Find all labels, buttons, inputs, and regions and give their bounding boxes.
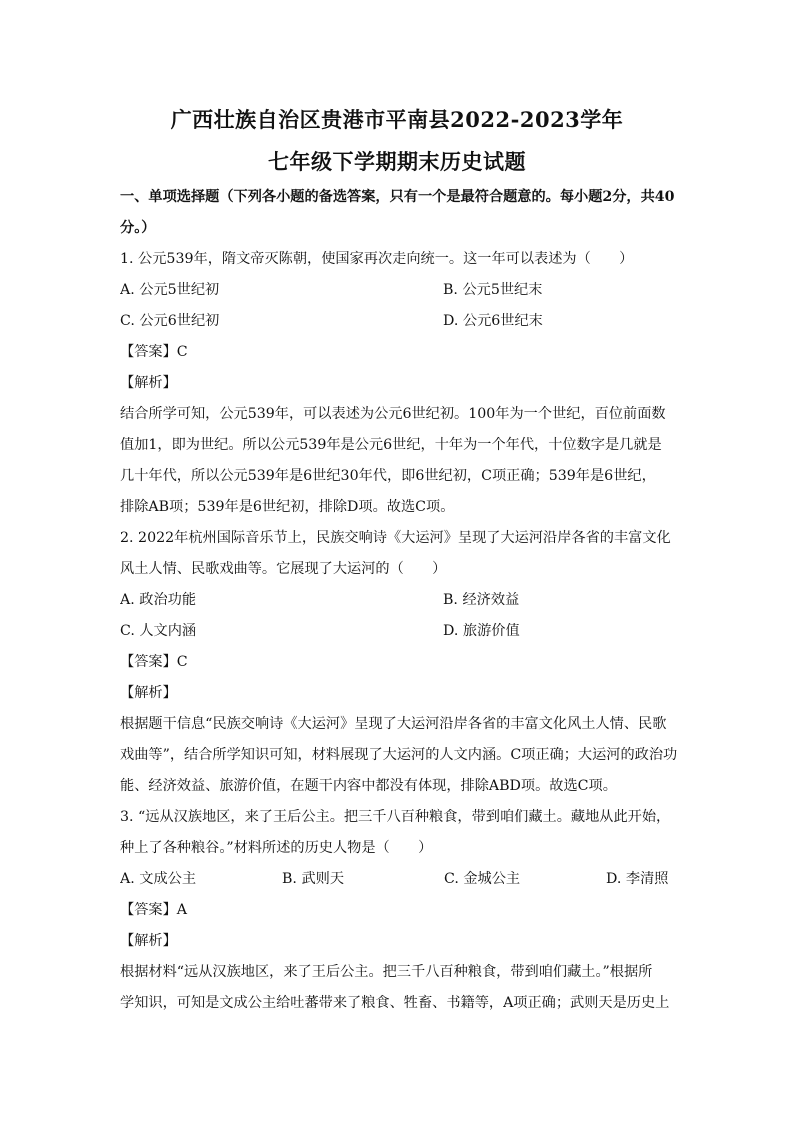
question-2-analysis-line: 根据题干信息“民族交响诗《大运河》呈现了大运河沿岸各省的丰富文化风土人情、民歌 <box>120 716 667 732</box>
option-b: B. 经济效益 <box>443 592 520 608</box>
question-1-analysis-line: 值加1，即为世纪。所以公元539年是公元6世纪，十年为一个年代，十位数字是几就是 <box>120 437 662 453</box>
option-b: B. 公元5世纪末 <box>443 282 543 298</box>
question-1-stem: 1. 公元539年，隋文帝灭陈朝，使国家再次走向统一。这一年可以表述为（ ） <box>120 251 634 267</box>
question-2-analysis-label: 【解析】 <box>120 685 177 701</box>
question-2-analysis-line: 戏曲等”，结合所学知识可知，材料展现了大运河的人文内涵。C项正确；大运河的政治功 <box>120 747 678 763</box>
option-c: C. 人文内涵 <box>120 623 197 639</box>
question-1-analysis-line: 排除AB项；539年是6世纪初，排除D项。故选C项。 <box>120 499 455 515</box>
question-3-analysis-line: 学知识，可知是文成公主给吐蕃带来了粮食、牲畜、书籍等，A项正确；武则天是历史上 <box>120 995 670 1011</box>
question-2-stem: 2. 2022年杭州国际音乐节上，民族交响诗《大运河》呈现了大运河沿岸各省的丰富文化 <box>120 530 671 546</box>
option-c: C. 公元6世纪初 <box>120 313 220 329</box>
option-d: D. 公元6世纪末 <box>443 313 543 329</box>
question-3-analysis-line: 根据材料“远从汉族地区，来了王后公主。把三千八百种粮食，带到咱们藏土。”根据所 <box>120 964 653 980</box>
question-3-stem-cont: 种上了各种粮谷。”材料所述的历史人物是（ ） <box>120 840 433 856</box>
question-1-options-row-2 <box>120 306 680 337</box>
question-2-options-row-2 <box>120 616 680 647</box>
title-line-2: 七年级下学期期末历史试题 <box>268 149 526 174</box>
option-d: D. 旅游价值 <box>443 623 520 639</box>
option-c: C. 金城公主 <box>444 871 521 887</box>
question-2-stem-cont: 风土人情、民歌戏曲等。它展现了大运河的（ ） <box>120 561 447 577</box>
question-2-answer: 【答案】C <box>120 654 188 670</box>
question-3-analysis-label: 【解析】 <box>120 933 177 949</box>
question-2-options-row-1 <box>120 585 680 616</box>
option-a: A. 文成公主 <box>120 871 197 887</box>
question-1-analysis-line: 几十年代，所以公元539年是6世纪30年代，即6世纪初，C项正确；539年是6世纪， <box>120 468 656 484</box>
question-3-stem: 3. “远从汉族地区，来了王后公主。把三千八百种粮食，带到咱们藏土。藏地从此开始， <box>120 809 671 825</box>
question-1-answer: 【答案】C <box>120 344 188 360</box>
option-a: A. 政治功能 <box>120 592 197 608</box>
question-1-analysis-line: 结合所学可知，公元539年，可以表述为公元6世纪初。100年为一个世纪，百位前面数 <box>120 406 666 422</box>
question-2-analysis-line: 能、经济效益、旅游价值，在题干内容中都没有体现，排除ABD项。故选C项。 <box>120 778 617 794</box>
option-a: A. 公元5世纪初 <box>120 282 220 298</box>
question-3-options-row <box>120 864 680 895</box>
question-1-analysis-label: 【解析】 <box>120 375 177 391</box>
section-heading-cont: 分。） <box>120 220 156 236</box>
option-d: D. 李清照 <box>606 871 669 887</box>
question-3-answer: 【答案】A <box>120 902 187 918</box>
section-heading: 一、单项选择题（下列各小题的备选答案，只有一个是最符合题意的。每小题2分，共40 <box>120 189 675 205</box>
option-b: B. 武则天 <box>282 871 345 887</box>
document-body <box>120 182 680 1019</box>
title-line-1: 广西壮族自治区贵港市平南县2022-2023学年 <box>170 107 624 132</box>
question-1-options-row-1 <box>120 275 680 306</box>
